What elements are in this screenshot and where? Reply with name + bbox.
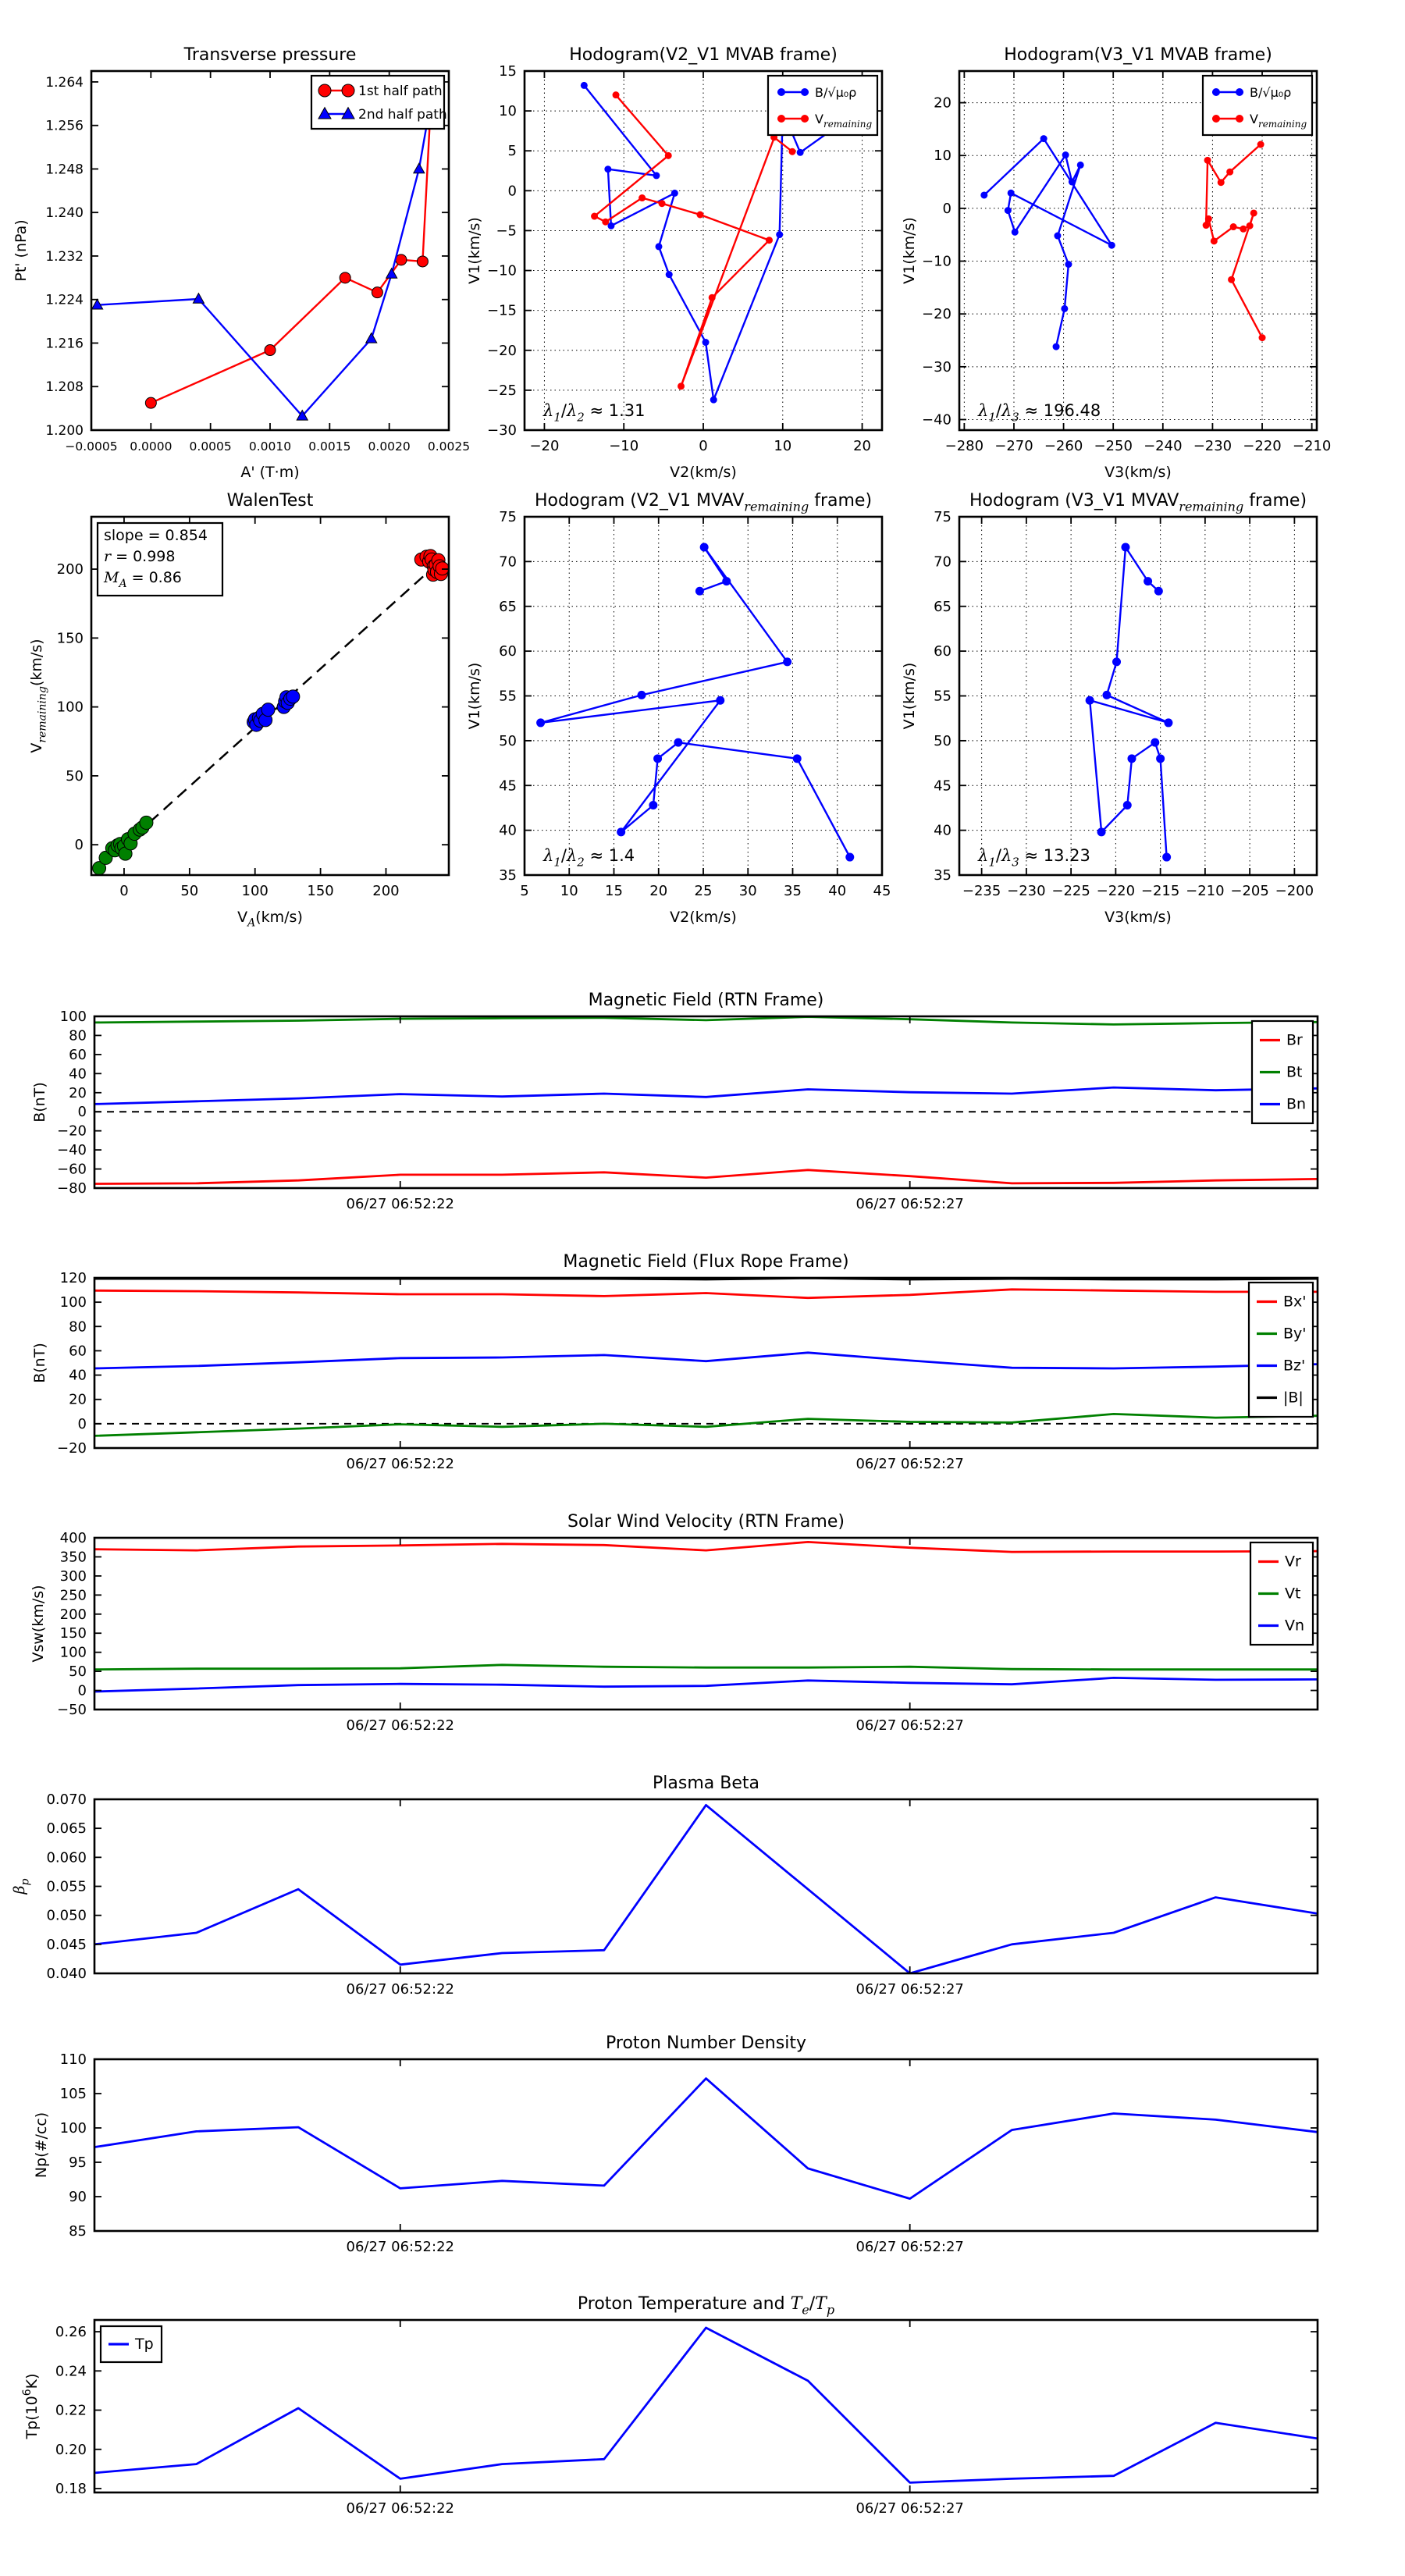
svg-text:|B|: |B| bbox=[1283, 1389, 1304, 1407]
svg-text:300: 300 bbox=[59, 1567, 87, 1585]
series-group bbox=[94, 2079, 1318, 2199]
svg-text:V1(km/s): V1(km/s) bbox=[466, 217, 483, 284]
svg-text:200: 200 bbox=[59, 1606, 87, 1623]
svg-text:−40: −40 bbox=[57, 1142, 87, 1159]
svg-text:0: 0 bbox=[699, 438, 708, 454]
svg-text:Pt' (nPa): Pt' (nPa) bbox=[12, 219, 30, 282]
chart-mag-rtn bbox=[31, 991, 1318, 1212]
svg-text:Vsw(km/s): Vsw(km/s) bbox=[30, 1585, 47, 1663]
svg-text:15: 15 bbox=[499, 63, 517, 80]
svg-text:90: 90 bbox=[69, 2189, 87, 2205]
svg-text:75: 75 bbox=[934, 509, 951, 525]
svg-text:slope = 0.854: slope = 0.854 bbox=[104, 527, 208, 545]
svg-text:150: 150 bbox=[307, 883, 334, 899]
svg-text:λ1/λ3 ≈ 13.23: $\lambda_1/\lambda_3 \approx 13.23$ bbox=[978, 846, 1090, 870]
svg-text:0.26: 0.26 bbox=[55, 2324, 87, 2341]
svg-text:−250: −250 bbox=[1094, 438, 1133, 454]
svg-text:60: 60 bbox=[934, 643, 951, 660]
svg-text:40: 40 bbox=[828, 883, 847, 899]
svg-text:V1(km/s): V1(km/s) bbox=[901, 662, 918, 730]
ticks bbox=[959, 517, 1317, 875]
svg-text:0.045: 0.045 bbox=[46, 1936, 87, 1953]
chart-mag-fluxrope bbox=[31, 1252, 1318, 1472]
svg-text:80: 80 bbox=[69, 1318, 87, 1336]
svg-text:−20: −20 bbox=[487, 342, 517, 359]
svg-text:0.0000: 0.0000 bbox=[130, 439, 173, 454]
svg-text:Bn: Bn bbox=[1286, 1095, 1307, 1113]
svg-text:15: 15 bbox=[605, 883, 623, 899]
series-group bbox=[94, 1278, 1318, 1436]
svg-text:0: 0 bbox=[77, 1682, 87, 1699]
svg-text:V1(km/s): V1(km/s) bbox=[901, 217, 918, 284]
series-Vr bbox=[94, 1542, 1318, 1552]
svg-text:−280: −280 bbox=[944, 438, 984, 454]
svg-text:70: 70 bbox=[934, 553, 951, 571]
svg-text:B(nT): B(nT) bbox=[31, 1343, 48, 1383]
svg-text:−240: −240 bbox=[1144, 438, 1183, 454]
svg-text:−10: −10 bbox=[487, 262, 517, 279]
chart-proton-density bbox=[33, 2033, 1318, 2255]
svg-text:5: 5 bbox=[520, 883, 529, 899]
series-group bbox=[94, 1542, 1318, 1692]
series-Bt bbox=[94, 1017, 1318, 1025]
svg-text:35: 35 bbox=[784, 883, 802, 899]
svg-text:06/27 06:52:22: 06/27 06:52:22 bbox=[346, 2500, 454, 2517]
svg-text:Hodogram (V2_V1 MVAVremaining: Hodogram (V2_V1 $MVAV_{remaining}$ frame) bbox=[534, 491, 873, 514]
svg-text:−270: −270 bbox=[994, 438, 1033, 454]
chart-vsw-rtn bbox=[30, 1512, 1318, 1734]
svg-text:150: 150 bbox=[56, 630, 84, 647]
svg-text:Vn: Vn bbox=[1285, 1617, 1305, 1635]
svg-text:−200: −200 bbox=[1275, 883, 1314, 899]
svg-text:Np(#/cc): Np(#/cc) bbox=[33, 2112, 50, 2179]
series-B/√μ₀ρ bbox=[984, 139, 1112, 347]
svg-text:V3(km/s): V3(km/s) bbox=[1104, 909, 1172, 926]
series-group bbox=[92, 95, 436, 420]
svg-text:−10: −10 bbox=[609, 438, 639, 454]
svg-text:0.0020: 0.0020 bbox=[368, 439, 411, 454]
svg-text:−230: −230 bbox=[1007, 883, 1046, 899]
grid bbox=[525, 517, 882, 875]
svg-text:0.055: 0.055 bbox=[46, 1878, 87, 1895]
svg-text:45: 45 bbox=[873, 883, 891, 899]
svg-text:0.040: 0.040 bbox=[46, 1966, 87, 1982]
svg-text:−20: −20 bbox=[57, 1123, 87, 1140]
ticks bbox=[94, 1538, 1318, 1710]
svg-text:0.0005: 0.0005 bbox=[189, 439, 232, 454]
axes-box bbox=[94, 1016, 1318, 1188]
chart-transverse-pressure bbox=[12, 45, 470, 481]
series-Bn bbox=[94, 1087, 1318, 1104]
svg-text:50: 50 bbox=[499, 732, 517, 749]
svg-text:1.240: 1.240 bbox=[45, 205, 84, 222]
svg-text:60: 60 bbox=[69, 1343, 87, 1360]
svg-text:06/27 06:52:27: 06/27 06:52:27 bbox=[855, 2239, 964, 2255]
svg-text:55: 55 bbox=[499, 688, 517, 705]
svg-text:45: 45 bbox=[499, 777, 517, 795]
svg-text:−210: −210 bbox=[1186, 883, 1225, 899]
svg-text:1.216: 1.216 bbox=[45, 336, 84, 352]
svg-text:0.24: 0.24 bbox=[55, 2363, 87, 2380]
svg-text:2nd half path: 2nd half path bbox=[358, 107, 447, 123]
axes-box bbox=[94, 2059, 1318, 2231]
svg-text:100: 100 bbox=[59, 1294, 87, 1311]
svg-text:−10: −10 bbox=[922, 253, 951, 270]
svg-text:50: 50 bbox=[66, 767, 84, 785]
svg-text:−15: −15 bbox=[487, 302, 517, 319]
svg-text:40: 40 bbox=[69, 1367, 87, 1384]
svg-text:200: 200 bbox=[372, 883, 400, 899]
svg-text:−235: −235 bbox=[962, 883, 1001, 899]
svg-text:30: 30 bbox=[738, 883, 757, 899]
series-group bbox=[94, 1017, 1318, 1184]
series-Br bbox=[94, 1170, 1318, 1184]
svg-text:−215: −215 bbox=[1140, 883, 1180, 899]
svg-text:−5: −5 bbox=[496, 222, 517, 240]
svg-text:Proton Number Density: Proton Number Density bbox=[606, 2033, 806, 2053]
svg-text:95: 95 bbox=[69, 2154, 87, 2171]
series-2nd half path bbox=[98, 101, 431, 416]
svg-text:40: 40 bbox=[934, 822, 951, 839]
svg-text:−30: −30 bbox=[487, 422, 517, 439]
svg-text:50: 50 bbox=[934, 732, 951, 749]
svg-text:65: 65 bbox=[499, 598, 517, 615]
series-group bbox=[94, 1805, 1318, 1973]
ticks bbox=[94, 1799, 1318, 1973]
axes-box bbox=[94, 1799, 1318, 1973]
svg-text:85: 85 bbox=[69, 2223, 87, 2240]
svg-text:1st half path: 1st half path bbox=[358, 84, 443, 99]
svg-text:250: 250 bbox=[59, 1587, 87, 1604]
svg-text:βp: $\beta_p$ bbox=[11, 1878, 32, 1895]
series-By' bbox=[94, 1414, 1318, 1436]
svg-text:Transverse pressure: Transverse pressure bbox=[183, 45, 357, 65]
svg-text:06/27 06:52:22: 06/27 06:52:22 bbox=[346, 1981, 454, 1998]
svg-text:−60: −60 bbox=[57, 1161, 87, 1178]
svg-text:0.0010: 0.0010 bbox=[248, 439, 292, 454]
svg-text:−20: −20 bbox=[57, 1440, 87, 1457]
svg-text:λ1/λ3 ≈ 196.48: $\lambda_1/\lambda_3 \approx 196.48$ bbox=[978, 401, 1101, 425]
svg-text:−25: −25 bbox=[487, 382, 517, 399]
svg-text:Proton Temperature and Te/Tp: Proton Temperature and $T_e/T_p$ bbox=[577, 2294, 835, 2318]
chart-hodogram-v3v1-mvab bbox=[901, 45, 1331, 481]
svg-text:120: 120 bbox=[59, 1270, 87, 1286]
svg-text:50: 50 bbox=[69, 1663, 87, 1681]
svg-text:25: 25 bbox=[694, 883, 713, 899]
svg-text:−220: −220 bbox=[1096, 883, 1136, 899]
svg-text:Magnetic Field (RTN Frame): Magnetic Field (RTN Frame) bbox=[588, 991, 824, 1010]
svg-text:75: 75 bbox=[499, 509, 517, 525]
svg-text:200: 200 bbox=[56, 561, 84, 578]
series-group bbox=[93, 550, 450, 875]
svg-text:70: 70 bbox=[499, 553, 517, 571]
svg-text:−230: −230 bbox=[1193, 438, 1232, 454]
svg-text:0.18: 0.18 bbox=[55, 2480, 87, 2497]
svg-text:1.208: 1.208 bbox=[45, 379, 84, 396]
svg-text:−0.0005: −0.0005 bbox=[65, 439, 118, 454]
svg-text:Hodogram(V3_V1 MVAB frame): Hodogram(V3_V1 MVAB frame) bbox=[1004, 45, 1272, 65]
svg-text:06/27 06:52:27: 06/27 06:52:27 bbox=[855, 2500, 964, 2517]
svg-text:Bt: Bt bbox=[1286, 1063, 1303, 1081]
series-Bx' bbox=[94, 1290, 1318, 1298]
grid bbox=[959, 517, 1317, 875]
svg-text:110: 110 bbox=[59, 2051, 87, 2068]
chart-plasma-beta bbox=[11, 1774, 1318, 1998]
svg-text:0: 0 bbox=[507, 183, 517, 200]
svg-text:1.256: 1.256 bbox=[45, 118, 84, 134]
svg-text:r = 0.998: r = 0.998 bbox=[104, 548, 176, 566]
svg-text:06/27 06:52:27: 06/27 06:52:27 bbox=[855, 1456, 964, 1472]
svg-text:0.060: 0.060 bbox=[46, 1849, 87, 1866]
svg-text:20: 20 bbox=[934, 94, 951, 112]
svg-text:0.0025: 0.0025 bbox=[427, 439, 471, 454]
svg-text:B/√μ₀ρ: B/√μ₀ρ bbox=[815, 85, 857, 100]
svg-text:V1(km/s): V1(km/s) bbox=[466, 662, 483, 730]
axes-box bbox=[959, 517, 1317, 875]
svg-text:0: 0 bbox=[119, 883, 129, 899]
svg-text:1.248: 1.248 bbox=[45, 162, 84, 178]
chart-proton-temperature bbox=[21, 2294, 1318, 2517]
svg-text:B(nT): B(nT) bbox=[31, 1082, 48, 1123]
ticks bbox=[525, 517, 882, 875]
svg-text:5: 5 bbox=[507, 143, 517, 160]
svg-text:Bx': Bx' bbox=[1283, 1293, 1307, 1311]
series-Np bbox=[94, 2079, 1318, 2199]
svg-text:20: 20 bbox=[69, 1391, 87, 1408]
svg-text:V3(km/s): V3(km/s) bbox=[1104, 464, 1172, 481]
svg-text:35: 35 bbox=[934, 867, 951, 884]
series-V_remaining bbox=[541, 547, 850, 857]
svg-text:06/27 06:52:22: 06/27 06:52:22 bbox=[346, 1456, 454, 1472]
svg-text:Hodogram (V3_V1 MVAVremaining: Hodogram (V3_V1 $MVAV_{remaining}$ frame) bbox=[969, 491, 1307, 514]
svg-text:1.224: 1.224 bbox=[45, 292, 84, 308]
svg-text:1.264: 1.264 bbox=[45, 74, 84, 91]
svg-text:06/27 06:52:22: 06/27 06:52:22 bbox=[346, 1717, 454, 1734]
chart-hodogram-v3v1-mvav bbox=[901, 491, 1317, 926]
svg-text:100: 100 bbox=[241, 883, 269, 899]
ticks bbox=[94, 1016, 1318, 1188]
svg-text:Vremaining: $V_{remaining}$ bbox=[1250, 112, 1307, 130]
series-1st half path bbox=[151, 101, 431, 403]
svg-text:WalenTest: WalenTest bbox=[226, 491, 314, 511]
svg-text:60: 60 bbox=[69, 1046, 87, 1063]
svg-text:0.065: 0.065 bbox=[46, 1820, 87, 1838]
svg-text:−220: −220 bbox=[1243, 438, 1282, 454]
svg-text:1.232: 1.232 bbox=[45, 248, 84, 265]
series-beta_p bbox=[94, 1805, 1318, 1973]
svg-text:20: 20 bbox=[649, 883, 668, 899]
svg-text:350: 350 bbox=[59, 1549, 87, 1566]
svg-text:−30: −30 bbox=[922, 358, 951, 375]
svg-text:−80: −80 bbox=[57, 1180, 87, 1197]
svg-text:55: 55 bbox=[934, 688, 951, 705]
svg-text:0.070: 0.070 bbox=[46, 1791, 87, 1808]
series-Tp bbox=[94, 2328, 1318, 2482]
svg-text:35: 35 bbox=[499, 867, 517, 884]
svg-text:B/√μ₀ρ: B/√μ₀ρ bbox=[1250, 85, 1292, 100]
svg-text:−225: −225 bbox=[1051, 883, 1090, 899]
svg-text:0.050: 0.050 bbox=[46, 1907, 87, 1924]
svg-text:A' (T·m): A' (T·m) bbox=[240, 464, 300, 481]
chart-hodogram-v2v1-mvab bbox=[466, 45, 882, 481]
svg-text:100: 100 bbox=[59, 1644, 87, 1661]
svg-text:100: 100 bbox=[56, 699, 84, 716]
svg-text:400: 400 bbox=[59, 1530, 87, 1546]
series-Vn bbox=[94, 1678, 1318, 1692]
svg-text:06/27 06:52:27: 06/27 06:52:27 bbox=[855, 1196, 964, 1212]
svg-text:λ1/λ2 ≈ 1.31: $\lambda_1/\lambda_2 \approx 1.31$ bbox=[543, 401, 646, 425]
svg-text:0.22: 0.22 bbox=[55, 2402, 87, 2419]
series-group bbox=[536, 543, 854, 862]
svg-text:−205: −205 bbox=[1230, 883, 1269, 899]
svg-text:λ1/λ2 ≈ 1.4: $\lambda_1/\lambda_2 \approx 1.4$ bbox=[543, 846, 635, 870]
svg-text:0.0015: 0.0015 bbox=[308, 439, 351, 454]
svg-text:V2(km/s): V2(km/s) bbox=[670, 909, 737, 926]
svg-text:0: 0 bbox=[77, 1104, 87, 1121]
svg-text:10: 10 bbox=[774, 438, 792, 454]
svg-text:−20: −20 bbox=[922, 306, 951, 323]
svg-text:0: 0 bbox=[942, 200, 951, 217]
svg-text:Vt: Vt bbox=[1285, 1585, 1301, 1603]
axes-box bbox=[94, 2320, 1318, 2492]
svg-text:−260: −260 bbox=[1044, 438, 1083, 454]
svg-text:Tp(106K): $Tp(10^6K)$ bbox=[21, 2373, 41, 2439]
svg-text:By': By' bbox=[1283, 1325, 1307, 1343]
series-Vt bbox=[94, 1665, 1318, 1670]
series-Bz' bbox=[94, 1353, 1318, 1368]
svg-text:1.200: 1.200 bbox=[45, 423, 84, 439]
svg-text:Tp: Tp bbox=[135, 2336, 154, 2353]
svg-text:0: 0 bbox=[77, 1415, 87, 1432]
svg-text:0.20: 0.20 bbox=[55, 2441, 87, 2458]
ticks bbox=[94, 2059, 1318, 2231]
svg-text:105: 105 bbox=[59, 2086, 87, 2102]
svg-text:V2(km/s): V2(km/s) bbox=[670, 464, 737, 481]
svg-text:20: 20 bbox=[69, 1084, 87, 1101]
svg-text:10: 10 bbox=[499, 103, 517, 120]
ticks bbox=[94, 2320, 1318, 2492]
svg-text:−50: −50 bbox=[57, 1702, 87, 1718]
svg-text:10: 10 bbox=[934, 148, 951, 165]
svg-text:40: 40 bbox=[69, 1066, 87, 1083]
svg-text:60: 60 bbox=[499, 643, 517, 660]
svg-text:Bz': Bz' bbox=[1283, 1357, 1306, 1375]
svg-text:−20: −20 bbox=[529, 438, 560, 454]
svg-text:VA(km/s): $V_A(km/s)$ bbox=[237, 909, 303, 930]
svg-text:Hodogram(V2_V1 MVAB frame): Hodogram(V2_V1 MVAB frame) bbox=[569, 45, 838, 65]
svg-text:50: 50 bbox=[180, 883, 199, 899]
svg-text:Br: Br bbox=[1286, 1031, 1303, 1049]
chart-walen-test bbox=[28, 491, 449, 930]
svg-text:06/27 06:52:27: 06/27 06:52:27 bbox=[855, 1717, 964, 1734]
svg-text:06/27 06:52:27: 06/27 06:52:27 bbox=[855, 1981, 964, 1998]
axes-box bbox=[525, 517, 882, 875]
svg-text:100: 100 bbox=[59, 2120, 87, 2137]
svg-text:Vremaining: $V_{remaining}$ bbox=[815, 112, 873, 130]
svg-text:Vremaining(km/s): $V_{remaining}(km/s)$ bbox=[28, 639, 49, 753]
svg-text:06/27 06:52:22: 06/27 06:52:22 bbox=[346, 2239, 454, 2255]
series-group bbox=[980, 135, 1265, 350]
axes-box bbox=[94, 1538, 1318, 1710]
svg-text:06/27 06:52:22: 06/27 06:52:22 bbox=[346, 1196, 454, 1212]
series-group bbox=[1086, 543, 1173, 862]
svg-text:Magnetic Field (Flux Rope Fram: Magnetic Field (Flux Rope Frame) bbox=[563, 1252, 849, 1272]
svg-text:100: 100 bbox=[59, 1009, 87, 1025]
series-group bbox=[94, 2328, 1318, 2482]
svg-text:0: 0 bbox=[74, 837, 84, 854]
svg-text:65: 65 bbox=[934, 598, 951, 615]
chart-hodogram-v2v1-mvav bbox=[466, 491, 891, 926]
svg-text:Solar Wind Velocity (RTN Frame: Solar Wind Velocity (RTN Frame) bbox=[567, 1512, 845, 1532]
svg-text:150: 150 bbox=[59, 1625, 87, 1642]
svg-text:10: 10 bbox=[560, 883, 578, 899]
svg-text:−40: −40 bbox=[922, 411, 951, 429]
svg-text:−210: −210 bbox=[1292, 438, 1332, 454]
svg-text:40: 40 bbox=[499, 822, 517, 839]
svg-text:20: 20 bbox=[853, 438, 872, 454]
svg-text:Plasma Beta: Plasma Beta bbox=[653, 1774, 759, 1793]
svg-text:45: 45 bbox=[934, 777, 951, 795]
svg-text:MA = 0.86: $M_A = 0.86$ bbox=[104, 569, 182, 590]
svg-text:Vr: Vr bbox=[1285, 1553, 1301, 1571]
svg-text:80: 80 bbox=[69, 1027, 87, 1044]
